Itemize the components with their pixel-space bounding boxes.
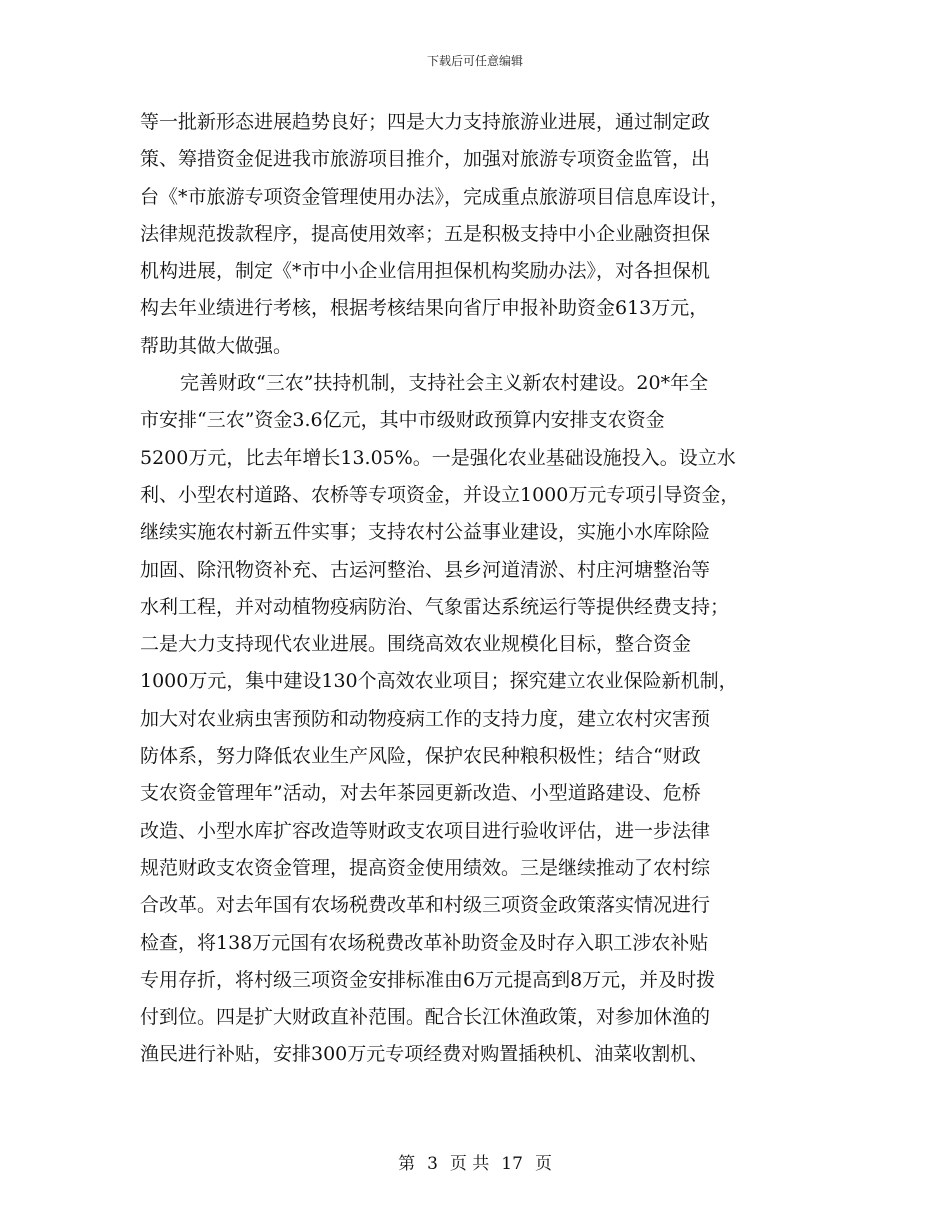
text-line: 二是大力支持现代农业进展。围绕高效农业规模化目标，整合资金 — [140, 633, 692, 656]
text-line: 5200万元，比去年增长13.05%。一是强化农业基础设施投入。设立水 — [140, 446, 736, 469]
text-line: 加固、除汛物资补充、古运河整治、县乡河道清淤、村庄河塘整治等 — [140, 558, 711, 581]
total-page-count: 17 — [501, 1154, 523, 1174]
footer-middle: 页 共 — [449, 1154, 490, 1174]
text-line: 策、筹措资金促进我市旅游项目推介，加强对旅游专项资金监管，出 — [140, 148, 711, 171]
text-line: 支农资金管理年”活动，对去年茶园更新改造、小型道路建设、危桥 — [140, 782, 701, 805]
text-line: 改造、小型水库扩容改造等财政支农项目进行验收评估，进一步法律 — [140, 819, 711, 842]
footer-suffix: 页 — [534, 1154, 552, 1174]
page-header: 下载后可任意编辑 — [426, 54, 523, 68]
text-line: 等一批新形态进展趋势良好；四是大力支持旅游业进展，通过制定政 — [140, 111, 711, 133]
text-line: 加大对农业病虫害预防和动物疫病工作的支持力度，建立农村灾害预 — [140, 707, 711, 730]
text-line: 1000万元，集中建设130个高效农业项目；探究建立农业保险新机制， — [140, 670, 738, 693]
text-line: 付到位。四是扩大财政直补范围。配合长江休渔政策，对参加休渔的 — [140, 1006, 711, 1029]
paragraph-start-line: 完善财政“三农”扶持机制，支持社会主义新农村建设。20*年全 — [180, 372, 709, 395]
text-line: 检查，将138万元国有农场税费改革补助资金及时存入职工涉农补贴 — [140, 931, 709, 954]
text-line: 防体系，努力降低农业生产风险，保护农民种粮积极性；结合“财政 — [140, 745, 701, 768]
text-line: 专用存折，将村级三项资金安排标准由6万元提高到8万元，并及时拨 — [140, 968, 716, 991]
text-line: 规范财政支农资金管理，提高资金使用绩效。三是继续推动了农村综 — [140, 856, 711, 879]
text-line: 市安排“三农”资金3.6亿元，其中市级财政预算内安排支农资金 — [140, 409, 665, 432]
current-page-number: 3 — [427, 1154, 438, 1174]
footer-prefix: 第 — [398, 1154, 416, 1174]
document-body — [140, 104, 820, 1074]
text-line: 机构进展，制定《*市中小企业信用担保机构奖励办法》，对各担保机 — [140, 260, 711, 283]
text-line: 构去年业绩进行考核，根据考核结果向省厅申报补助资金613万元， — [140, 297, 709, 320]
text-line: 法律规范拨款程序，提高使用效率；五是积极支持中小企业融资担保 — [140, 222, 711, 245]
text-line: 继续实施农村新五件实事；支持农村公益事业建设，实施小水库除险 — [140, 521, 711, 544]
text-line: 利、小型农村道路、农桥等专项资金，并设立1000万元专项引导资金， — [140, 483, 740, 506]
text-line: 合改革。对去年国有农场税费改革和村级三项资金政策落实情况进行 — [140, 894, 711, 917]
page-footer — [0, 1153, 950, 1175]
text-line: 水利工程，并对动植物疫病防治、气象雷达系统运行等提供经费支持； — [140, 595, 730, 618]
text-line: 台《*市旅游专项资金管理使用办法》，完成重点旅游项目信息库设计， — [140, 185, 730, 208]
text-line: 渔民进行补贴，安排300万元专项经费对购置插秧机、油菜收割机、 — [140, 1043, 709, 1066]
text-line: 帮助其做大做强。 — [140, 334, 293, 357]
